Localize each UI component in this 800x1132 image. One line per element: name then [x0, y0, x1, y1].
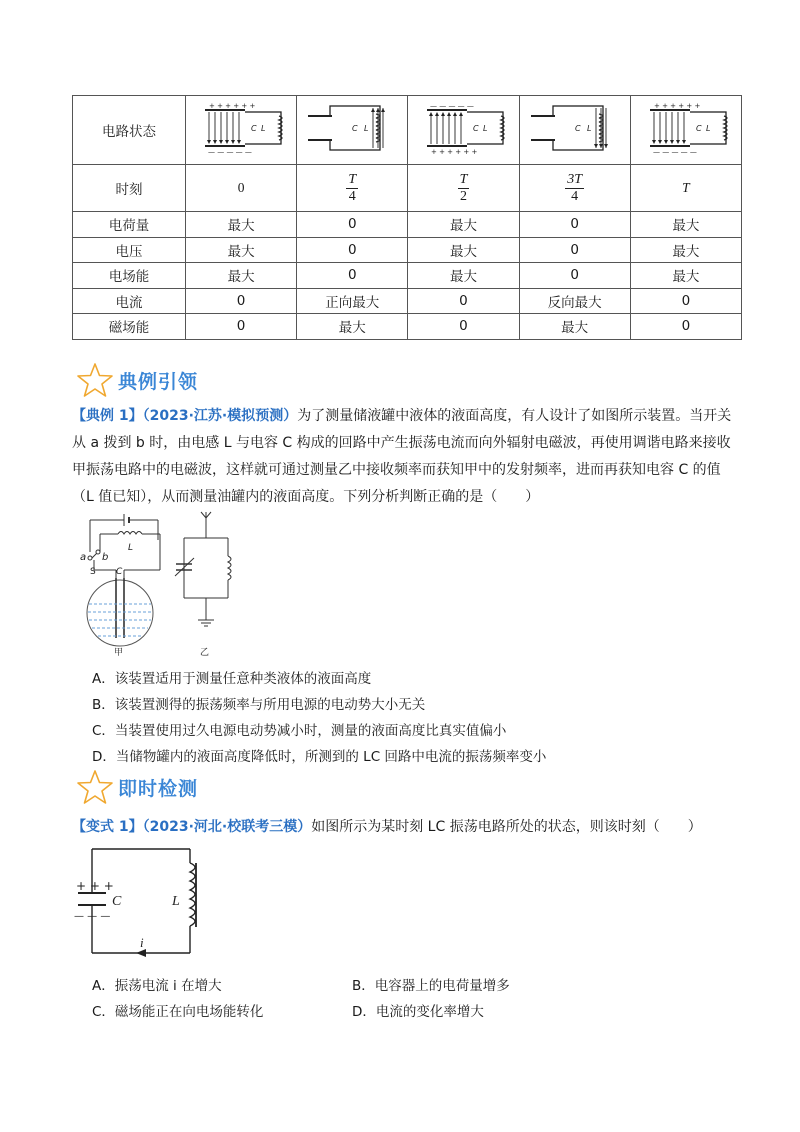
table-cell: 反向最大	[519, 288, 630, 314]
table-cell: 最大	[408, 237, 519, 263]
table-cell: 0	[630, 288, 741, 314]
row-label: 电流	[73, 288, 186, 314]
circuit-diagram-t0	[191, 100, 291, 156]
example1-line3: 甲振荡电路中的电磁波，这样就可通过测量乙中接收频率而获知甲中的发射频率，进而再获知电容 C 的值	[72, 462, 721, 478]
table-cell: 最大	[519, 314, 630, 340]
time-cell-0: 0	[186, 165, 297, 212]
lc-oscillation-table	[72, 95, 742, 340]
section-title: 即时检测	[118, 777, 199, 800]
option-a[interactable]: A．该装置适用于测量任意种类液体的液面高度	[92, 671, 372, 687]
svg-text:b: b	[102, 552, 109, 563]
section-title: 典例引领	[118, 370, 199, 393]
circuit-state-0	[186, 96, 297, 165]
svg-text:— — — — —: — — — — —	[652, 148, 697, 156]
circuit-state-t2	[408, 96, 519, 165]
svg-text:L: L	[364, 124, 369, 133]
example1-stem	[72, 403, 732, 511]
svg-text:L: L	[705, 124, 711, 133]
table-cell: 0	[408, 288, 519, 314]
svg-text:C: C	[473, 124, 480, 133]
option-d[interactable]: D．电流的变化率增大	[352, 1004, 484, 1020]
question-tag: 【变式 1】	[72, 819, 143, 835]
table-cell: 最大	[186, 237, 297, 263]
question-source: （2023·河北·校联考三模）	[142, 819, 312, 835]
row-label: 电场能	[73, 263, 186, 289]
option-b[interactable]: B．电容器上的电荷量增多	[352, 978, 510, 994]
table-row-circuit-state	[73, 96, 742, 165]
option-b[interactable]: B．该装置测得的振荡频率与所用电源的电动势大小无关	[92, 697, 426, 713]
svg-text:+ + + + + +: + + + + + +	[209, 102, 256, 110]
table-cell: 0	[519, 263, 630, 289]
row-label: 电压	[73, 237, 186, 263]
svg-text:L: L	[483, 124, 488, 133]
current-arrow-icon	[136, 949, 146, 957]
table-cell: 正向最大	[297, 288, 408, 314]
star-icon	[76, 769, 114, 805]
svg-text:— — —: — — —	[74, 911, 111, 922]
svg-text:L: L	[172, 894, 180, 909]
table-cell: 0	[297, 237, 408, 263]
time-cell-t2: $\frac{T}{2}$	[408, 165, 519, 212]
table-row	[73, 237, 742, 263]
example1-line2: 从 a 拨到 b 时，由电感 L 与电容 C 构成的回路中产生振荡电流而向外辐射电磁波，再使用调谐电路来接收	[72, 435, 731, 451]
table-cell: 0	[297, 263, 408, 289]
svg-text:+ + +: + + +	[76, 879, 114, 893]
table-cell: 最大	[186, 263, 297, 289]
table-row	[73, 314, 742, 340]
table-cell: 0	[630, 314, 741, 340]
circuit-diagram-t2	[413, 100, 513, 156]
question-tag: 【典例 1】	[72, 408, 143, 424]
star-icon	[76, 362, 114, 398]
svg-text:— — — — —: — — — — —	[430, 102, 475, 110]
svg-text:乙: 乙	[200, 648, 210, 658]
row-label-time: 时刻	[73, 165, 186, 212]
table-row-time	[73, 165, 742, 212]
table-row	[73, 212, 742, 238]
svg-text:a: a	[80, 552, 87, 563]
table-cell: 0	[186, 314, 297, 340]
example1-figure	[80, 508, 260, 658]
table-cell: 最大	[630, 237, 741, 263]
section-header-examples	[76, 360, 198, 400]
example1-line4: （L 值已知），从而测量油罐内的液面高度。下列分析判断正确的是（ ）	[72, 489, 540, 505]
variant1-stem: 【变式 1】（2023·河北·校联考三模）如图所示为某时刻 LC 振荡电路所处的状态，则该时刻（ ）	[72, 819, 702, 835]
table-cell: 最大	[408, 263, 519, 289]
row-label: 磁场能	[73, 314, 186, 340]
option-a[interactable]: A．振荡电流 i 在增大	[92, 978, 222, 994]
table-row	[73, 263, 742, 289]
svg-text:C: C	[116, 567, 123, 577]
time-cell-t4: $\frac{T}{4}$	[297, 165, 408, 212]
svg-text:C: C	[112, 894, 122, 909]
svg-text:C: C	[251, 124, 257, 133]
question-source: （2023·江苏·模拟预测）	[142, 408, 298, 424]
table-cell: 最大	[630, 263, 741, 289]
table-cell: 0	[519, 212, 630, 238]
svg-text:i: i	[140, 935, 144, 950]
circuit-state-3t4	[519, 96, 630, 165]
svg-text:— — — — —: — — — — —	[208, 148, 252, 156]
table-row	[73, 288, 742, 314]
option-d[interactable]: D．当储物罐内的液面高度降低时，所测到的 LC 回路中电流的振荡频率变小	[92, 749, 547, 765]
circuit-diagram-t4	[302, 100, 402, 156]
circuit-diagram-3t4	[525, 100, 625, 156]
variant1-lc-circuit	[72, 843, 212, 961]
svg-text:L: L	[586, 124, 592, 133]
svg-text:L: L	[128, 543, 134, 553]
svg-text:+ + + + + +: + + + + + +	[431, 148, 478, 156]
time-cell-t: T	[630, 165, 741, 212]
example1-line1: 【典例 1】（2023·江苏·模拟预测）为了测量储液罐中液体的液面高度，有人设计了如图所示装置。当开关	[72, 408, 732, 424]
table-cell: 最大	[630, 212, 741, 238]
svg-text:甲: 甲	[114, 648, 124, 658]
svg-text:C: C	[695, 124, 702, 133]
section-header-practice	[76, 767, 198, 807]
table-cell: 最大	[297, 314, 408, 340]
svg-text:S: S	[90, 567, 96, 577]
option-c[interactable]: C．当装置使用过久电源电动势减小时，测量的液面高度比真实值偏小	[92, 723, 507, 739]
circuit-diagram-t	[636, 100, 736, 156]
circuit-state-t4	[297, 96, 408, 165]
table-cell: 0	[408, 314, 519, 340]
table-cell: 0	[519, 237, 630, 263]
svg-text:C: C	[574, 124, 581, 133]
svg-text:L: L	[261, 124, 266, 133]
table-cell: 0	[186, 288, 297, 314]
table-cell: 最大	[186, 212, 297, 238]
row-label: 电荷量	[73, 212, 186, 238]
circuit-state-t	[630, 96, 741, 165]
table-cell: 0	[297, 212, 408, 238]
time-cell-3t4: $\frac{3T}{4}$	[519, 165, 630, 212]
row-label-circuit-state: 电路状态	[73, 96, 186, 165]
table-cell: 最大	[408, 212, 519, 238]
option-c[interactable]: C．磁场能正在向电场能转化	[92, 1004, 264, 1020]
svg-text:C: C	[352, 124, 358, 133]
svg-text:+ + + + + +: + + + + + +	[653, 102, 701, 110]
